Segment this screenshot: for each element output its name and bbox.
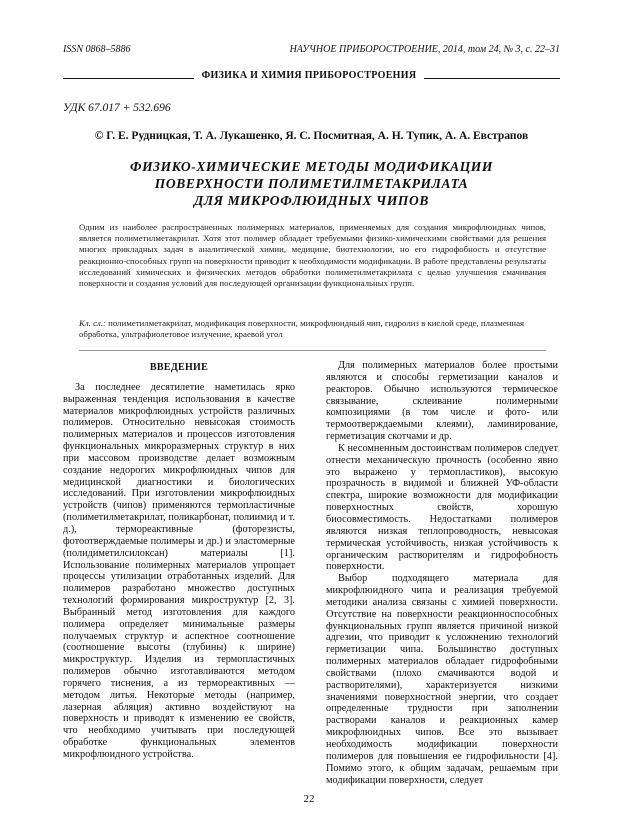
keywords-label: Кл. сл.: [79,318,106,328]
title-line-2: ПОВЕРХНОСТИ ПОЛИМЕТИЛМЕТАКРИЛАТА [154,176,469,191]
keywords [79,318,546,340]
right-column [326,360,558,786]
paragraph: К несомненным достоинствам полимеров следует отнести механическую прочность (особенно явно это выражено у термопластиков), высокую прозрачность в видимой и ближней УФ-области спектра, широкие возможности для модификации поверхностных свойств, хорошую биосовместимость. Недостатками полимеров являются низкая теплопроводность, невысокая термическая устойчивость, низкая устойчивость к органическим растворителям и гидрофобность поверхности. [326,442,558,573]
paragraph: Для полимерных материалов более простыми являются и способы герметизации каналов и реакторов. Обычно используются термическое связывание, склеивание полимерными композициями (в том числе и фото- или термоотверждаемыми клеями), ламинирование, герметизация скотчами и др. [326,360,558,443]
intro-paragraph: За последнее десятилетие наметилась ярко выраженная тенденция использования в качестве материалов микрофлюидных устройств различных полимеров. Относительно невысокая стоимость полимерных материалов и процессов изготовления функциональных микроразмерных структур в них при массовом производстве делает возможным создание недорогих микрофлюидных чипов для медицинской диагностики и биологических исследований. При изготовлении микрофлюидных устройств (чипов) применяются термопластичные (полиметилметакрилат, поликарбонат, полиимид и т. д.), термореактивные (фоторезисты, фотоотверждаемые полимеры и др.) и эластомерные (полидиметилсилоксан) материалы [1]. Использование полимерных материалов упрощает процессы утилизации отработанных изделий. Для полимеров разработано множество доступных технологий формирования микроструктур [2, 3]. Выбранный метод изготовления для каждого полимера определяет минимальные размеры получаемых структур и аспектное соотношение (соотношение высоты (глубины) к ширине) микроструктур. Изделия из термопластичных полимеров обычно изготавливаются методом горячего тиснения, а из термореактивных — методом литья. Некоторые методы (например, лазерная абляция) активно воздействуют на поверхность и приводят к изменению ее свойств, что необходимо учитывать при последующей обработке функциональных элементов микрофлюидного устройства. [63,381,295,760]
paragraph: Выбор подходящего материала для микрофлюидного чипа и реализация требуемой методики анализа связаны с химией поверхности. Отсутствие на поверхности реакционноспособных функциональных групп является причиной низкой адгезии, что приводит к усложнению технологий герметизации чипа. Большинство доступных полимерных материалов обладает гидрофобными свойствами (плохо смачиваются водой и растворителями), характеризуется низкими значениями поверхностной энергии, что создает определенные трудности при заполнении растворами каналов и реакционных камер микрофлюидных чипов. Все это вызывает необходимость модификации поверхности полимеров для повышения ее гидрофильности [4]. Помимо этого, к общим задачам, решаемым при модификации поверхности, следует [326,573,558,786]
journal-citation: НАУЧНОЕ ПРИБОРОСТРОЕНИЕ, 2014, том 24, № 3, с. 22–31 [289,44,560,55]
title-line-1: ФИЗИКО-ХИМИЧЕСКИЕ МЕТОДЫ МОДИФИКАЦИИ [130,159,493,174]
article-title [63,158,560,209]
intro-heading: ВВЕДЕНИЕ [149,362,209,373]
section-heading [0,70,618,81]
udc-code: УДК 67.017 + 532.696 [63,102,171,114]
page-number: 22 [303,793,315,805]
keywords-text: полиметилметакрилат, модификация поверхности, микрофлюидный чип, гидролиз в кислой среде, плазменная обработка, ультрафиолетовое излучение, краевой угол [79,318,525,340]
abstract: Одним из наиболее распространенных полимерных материалов, применяемых для создания микрофлюидных чипов, является полиметилметакрилат. Хотя этот полимер обладает требуемыми физико-химическими свойствами для решения многих прикладных задач в аналитической химии, медицине, биотехнологии, но его гидрофобность и отсутствие реакционно-способных групп на поверхности приводит к необходимости модификации. В работе представлены результаты исследований химических и физических методов обработки полиметилметакрилата с целью улучшения смачивания поверхности и создания условий для последующей организации функциональных групп. [79,222,546,289]
left-column [63,360,295,761]
abstract-rule [79,350,546,351]
authors: © Г. Е. Рудницкая, Т. А. Лукашенко, Я. С. Посмитная, А. Н. Тупик, А. А. Евстрапов [94,130,529,142]
section-label: ФИЗИКА И ХИМИЯ ПРИБОРОСТРОЕНИЯ [194,70,425,81]
title-line-3: ДЛЯ МИКРОФЛЮИДНЫХ ЧИПОВ [194,193,429,208]
issn: ISSN 0868–5886 [63,44,131,55]
